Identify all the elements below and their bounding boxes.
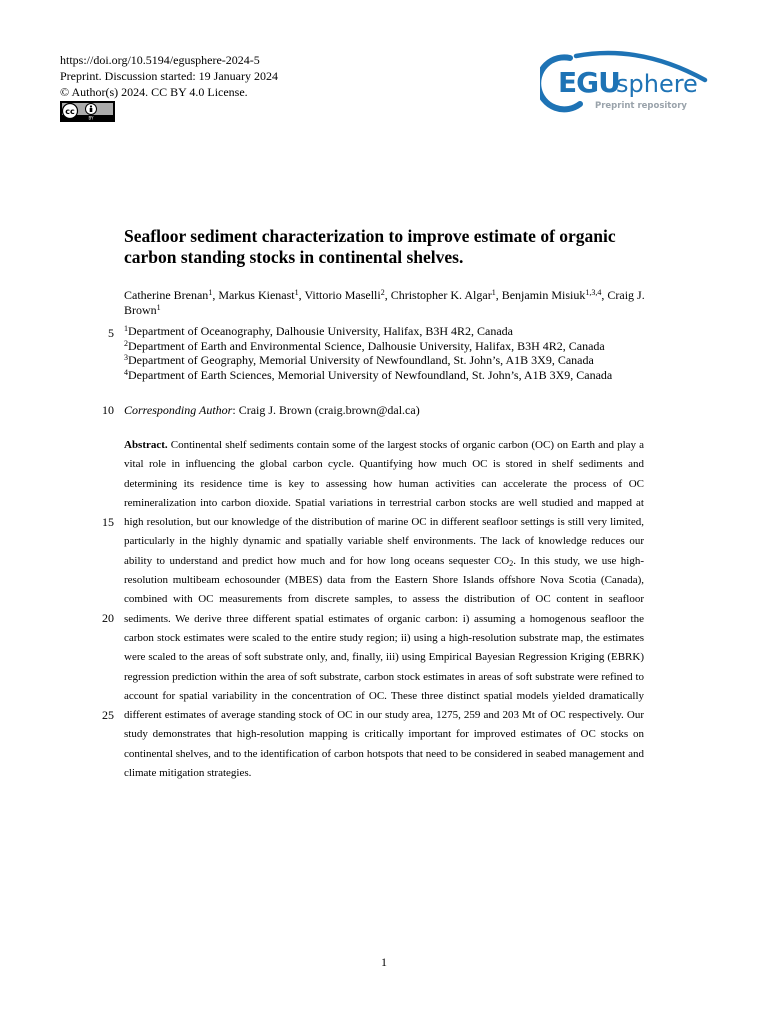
line-number: 15 xyxy=(102,515,114,529)
author-name: Craig J. Brown xyxy=(124,288,645,317)
svg-text:sphere: sphere xyxy=(616,70,698,98)
corresponding-author: Corresponding Author: Craig J. Brown (craig.brown@dal.ca) xyxy=(124,403,420,417)
line-number: 20 xyxy=(102,611,114,625)
affiliation-list xyxy=(124,324,664,382)
line-number: 5 xyxy=(108,326,114,340)
svg-text:EGU: EGU xyxy=(558,66,620,99)
line-number: 10 xyxy=(102,403,114,417)
abstract-label: Abstract. xyxy=(124,439,168,451)
affiliation: $^2$Department of Earth and Environmental Science, Dalhousie University, Halifax, B3H 4R2, Canada xyxy=(124,338,605,353)
preprint-date: Preprint. Discussion started: 19 January 2024 xyxy=(60,69,278,83)
author-list: Catherine Brenan$^1$, Markus Kienast$^1$, Vittorio Maselli$^2$, Christopher K. Algar$^1$, Benjamin Misiuk$^{1,3,4}$, Craig J. Brown$^1$ xyxy=(124,288,645,317)
egusphere-logo[interactable] xyxy=(540,50,710,114)
abstract: Abstract. Continental shelf sediments contain some of the largest stocks of organic carbon (OC) on Earth and play a vital role in influencing the global carbon cycle. Quantifying how much OC is stored in shelf sediments and determining its residence time is key to assessing how human activities can accelerate the process of OC remineralization into carbon dioxide. Spatial variations in terrestrial carbon stocks are well studied and mapped at high resolution, but our knowledge of the distribution of marine OC in different seafloor settings is still very limited, particularly in the highly dynamic and spatially variable shelf environments. The lack of knowledge reduces our ability to understand and predict how much and for how long oceans sequester $CO_2$. In this study, we use high-resolution multibeam echosounder (MBES) data from the Eastern Shore Islands offshore Nova Scotia (Canada), combined with OC measurements from discrete samples, to assess the distribution of OC content in seafloor sediments. We derive three different spatial estimates of organic carbon: i) assuming a homogenous seafloor the carbon stock estimates were scaled to the entire study region; ii) using a high-resolution substrate map, the estimates were scaled to the areas of soft substrate only, and, finally, iii) using Empirical Bayesian Regression Kriging (EBRK) regression prediction within the area of soft substrate, carbon stock estimates in areas of soft substrate were refined to account for spatial variability in the concentration of OC. These three distinct spatial models yielded dramatically different estimates of average standing stock of OC in our study area, 1275, 259 and 203 Mt of OC respectively. Our study demonstrates that high-resolution mapping is critically important for improved estimates of OC stocks on continental shelves, and to the identification of carbon hotspots that need to be considered in seabed management and climate mitigation strategies. xyxy=(124,439,644,780)
preprint-header xyxy=(60,52,278,100)
author-name: Markus Kienast xyxy=(218,288,295,302)
line-number: 25 xyxy=(102,708,114,722)
paper-title: Seafloor sediment characterization to improve estimate of organic carbon standing stocks in continental shelves. xyxy=(124,226,616,267)
affiliation: $^3$Department of Geography, Memorial University of Newfoundland, St. John’s, A1B 3X9, Canada xyxy=(124,353,594,367)
svg-text:BY: BY xyxy=(88,115,94,121)
author-name: Catherine Brenan xyxy=(124,288,209,302)
svg-text:cc: cc xyxy=(65,107,75,116)
author-name: Benjamin Misiuk xyxy=(501,288,586,302)
affiliation: $^4$Department of Earth Sciences, Memorial University of Newfoundland, St. John’s, A1B 3X9, Canada xyxy=(124,367,613,382)
author-name: Christopher K. Algar xyxy=(390,288,492,302)
page-number: 1 xyxy=(381,955,387,969)
svg-text:Preprint repository: Preprint repository xyxy=(595,101,687,111)
affiliation: $^1$Department of Oceanography, Dalhousie University, Halifax, B3H 4R2, Canada xyxy=(124,324,514,338)
author-name: Vittorio Maselli xyxy=(304,288,381,302)
cc-by-license-icon[interactable] xyxy=(60,101,115,122)
copyright-icon: © xyxy=(60,85,70,99)
doi-link[interactable]: https://doi.org/10.5194/egusphere-2024-5 xyxy=(60,53,260,67)
copyright-line: © Author(s) 2024. CC BY 4.0 License. xyxy=(60,85,248,99)
